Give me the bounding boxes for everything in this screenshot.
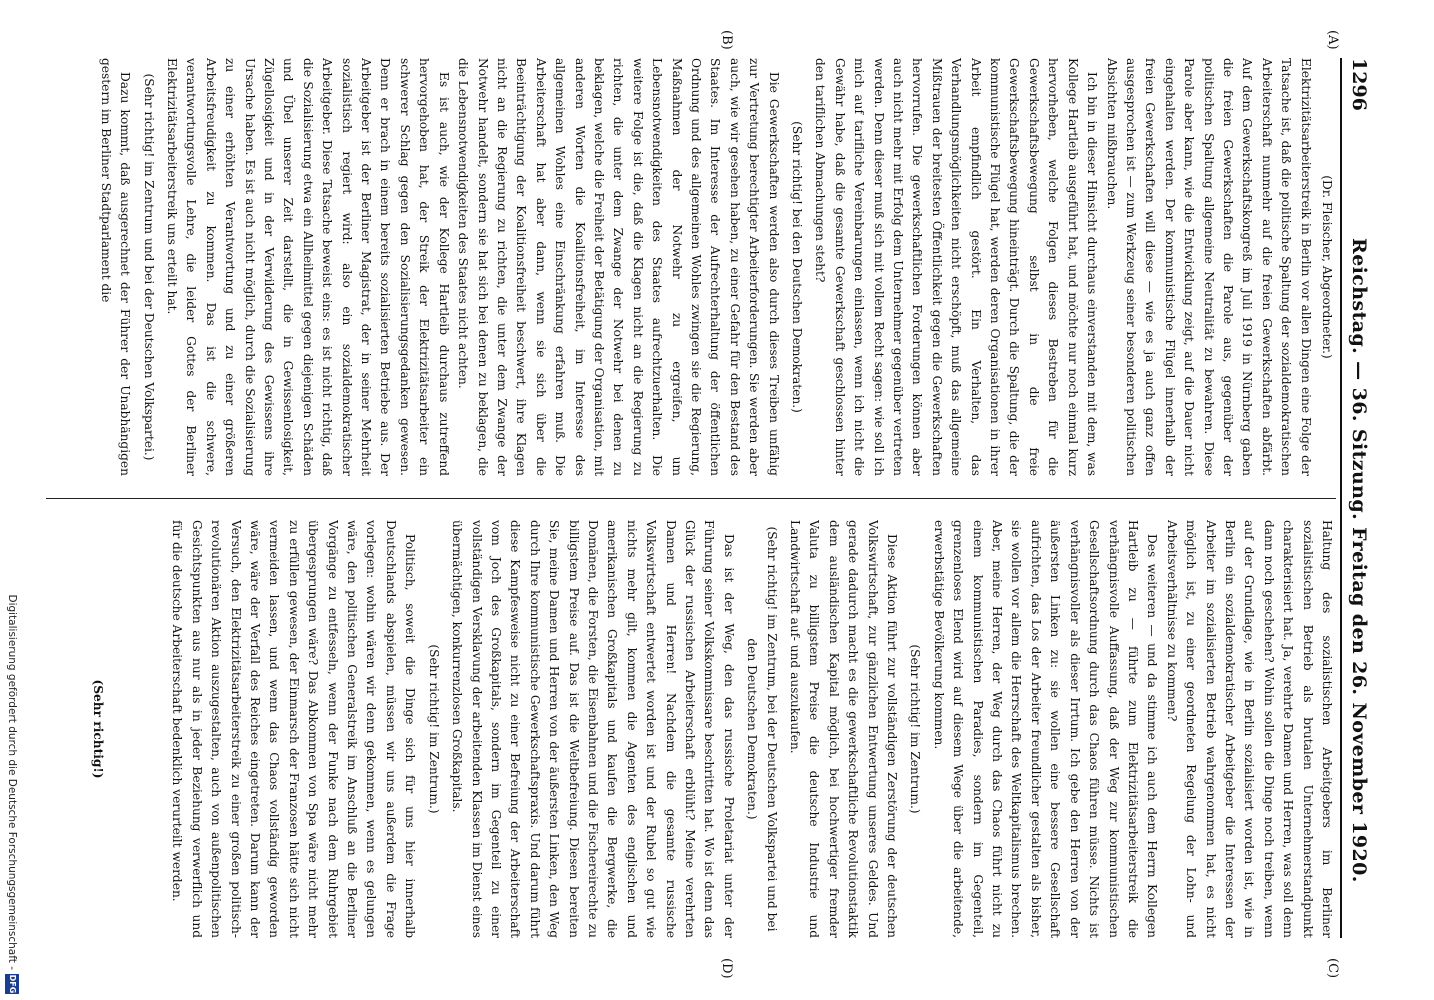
interjection: (Sehr richtig! im Zentrum, bei der Deutschen Volkspartei und bei den Deutschen Demokraten.) [745,526,779,932]
footer-credit: Digitalisierung gefördert durch die Deutsche Forschungsgemeinschaft - [6,594,18,970]
interjection: (Sehr richtig! im Zentrum.) [426,644,441,814]
column-divider [46,498,1336,499]
page-title: Reichstag. — 36. Sitzung. Freitag den 26. November 1920. [1348,238,1370,883]
paragraph: Ich bin in dieser Hinsicht durchaus einverstanden mit dem, was Kollege Hartleib ausgeführt hat, und möchte nur noch einmal kurz hervorheben, welche Folgen dieses Bestreben für die Gewerkschaftsbewegung selbst in die freie Gewerkschaftsbewegung hineinträgt. Durch die Spaltung, die der kommunistische Flügel hat, werden deren Organisationen in ihrer Arbeit empfindlich gestört. Ein Verhalten, das Verhandlungsmöglichkeiten nicht erschöpft, muß das allgemeine Mißtrauen der breitesten Öffentlichkeit gegen die Gewerkschaften hervorrufen. Die gewerkschaftlichen Forderungen können aber auch nicht mehr mit Erfolg dem Unternehmer gegenüber vertreten werden. Denn dieser muß sich mit vollem Recht sagen: wie soll ich mich auf tarifliche Vereinbarungen einlassen, wenn ich nicht die Gewähr habe, daß die gesamte Gewerkschaft geschlossen hinter den tariflichen Abmachungen steht? [813,58,1100,476]
paragraph: Politisch, soweit die Dinge sich für uns hier innerhalb Deutschlands abspielen, müssen wir uns außerdem die Frage vorlegen: wohin wären wir denn gekommen, wenn es gelungen wäre, den politischen Generalstreik im Anschluß an die Berliner Vorgänge zu entfesseln, wenn der Funke nach dem Ruhrgebiet übergesprungen wäre? Das Abkommen von Spa wäre nicht mehr zu erfüllen gewesen, der Einmarsch der Franzosen hätte sich nicht vermeiden lassen, und wenn das Chaos vollständig geworden wäre, wäre der Verfall des Reiches eingetreten. Darum kann der Versuch, den Elektrizitätsarbeiterstreik zu einer großen politisch-revolutionären Aktion auszugestalten, auch von außenpolitischen Gesichtspunkten aus nur als in jeder Beziehung verwerflich und für die deutsche Arbeiterschaft bedenklich verurteilt werden. [170,520,418,938]
margin-marker-d: (D) [719,958,734,979]
left-column [46,58,1336,476]
speaker-name: (Dr. Fleischer, Abgeordneter.) [1320,175,1334,359]
paragraph: Die Gewerkschaften werden also durch dieses Treiben unfähig zur Vertretung berechtigter Arbeiterforderungen. Sie werden aber auch, wie wir gesehen haben, zu einer Gefahr für den Bestand des Staates. Im Interesse der Aufrechterhaltung der öffentlichen Ordnung und des allgemeinen Wohles zwingen sie die Regierung, Maßnahmen der Notwehr zu ergreifen, um Lebensnotwendigkeiten des Staates aufrechtzuerhalten. Die weitere Folge ist die, daß die Klagen nicht an die Regierung zu richten, die unter dem Zwange der Notwehr bei denen zu beklagen, welche die Freiheit der Betätigung der Organisation, mit anderen Worten die Koalitionsfreiheit, im Interesse des allgemeinen Wohles eine Einschränkung erfahren muß. Die Arbeiterschaft hat aber dann, wenn sie sich über die Beeinträchtigung der Koalitionsfreiheit beschwert, ihre Klagen nicht an die Regierung zu richten, die unter dem Zwange der Notwehr handelt, sondern sie hat sich bei denen zu beklagen, die die Lebensnotwendigkeiten des Staates nicht achten. [456,58,781,476]
paragraph: Es ist auch, wie der Kollege Hartleib durchaus zutreffend hervorgehoben hat, der Streik der Elektrizitätsarbeiter ein schwerer Schlag gegen den Sozialisierungsgedanken gewesen. Denn er brach in einem bereits sozialisierten Betriebe aus. Der Arbeitgeber ist der Berliner Magistrat, der in seiner Mehrheit sozialistisch regiert wird: also ein sozialdemokratischer Arbeitgeber. Diese Tatsache beweist eins: es ist nicht richtig, daß die Sozialisierung etwa ein Allheilmittel gegen diejenigen Schäden und Übel unserer Zeit darstellt, die in Gewissenlosigkeit, Zügellosigkeit und in der Verwilderung des Gewissens ihre Ursache haben. Es ist auch nicht möglich, durch die Sozialisierung zu einer erhöhten Verantwortung und zu einer größeren Arbeitsfreudigkeit zu kommen. Das ist die schwere, verantwortungsvolle Lehre, die leider Gottes der Berliner Elektrizitätsarbeiterstreik uns erteilt hat. [165,58,451,476]
interjection: (Sehr richtig! im Zentrum.) [908,644,923,814]
paragraph: Diese Aktion führt zur vollständigen Zerstörung der deutschen Volkswirtschaft, zur gänzlichen Entwertung unseres Geldes. Und gerade dadurch macht es die gewerkschaftliche Revolutionstaktik dem ausländischen Kapital möglich, bei hochwertiger fremder Valuta zu billigstem Preise die deutsche Industrie und Landwirtschaft auf- und auszukaufen. [788,520,900,938]
paragraph: Das ist der Weg, den das russische Proletariat unter der Führung seiner Volkskommissare beschritten hat. Wo ist denn das Glück der russischen Arbeiterschaft erblüht? Meine verehrten Damen und Herren! Nachdem die gesamte russische Volkswirtschaft entwertet worden ist und der Rubel so gut wie nichts mehr gilt, kommen die Agenten des englischen und amerikanischen Großkapitals und kaufen die Bergwerke, die Domänen, die Forsten, die Eisenbahnen und die Fischereirechte zu billigstem Preise auf. Das ist die Weltbefreiung. Diesen bereiten Sie, meine Damen und Herren von der äußersten Linken, den Weg durch Ihre kommunistische Gewerkschaftspraxis. Und darum führt diese Kampfesweise nicht zu einer Befreiung der Arbeiterschaft vom Joch des Großkapitals, sondern im Gegenteil zu einer vollständigen Versklavung der arbeitenden Klassen im Dienst eines übermächtigen, konkurrenzlosen Großkapitals. [450,520,736,938]
interjection: (Sehr richtig! bei den Deutschen Demokraten.) [790,121,805,413]
closing-interjection: (Sehr richtig!) [91,679,106,779]
paragraph: Elektrizitätsarbeiterstreik in Berlin vor allen Dingen eine Folge der Tatsache ist, daß die politische Spaltung der sozialdemokratischen Arbeiterschaft nunmehr auf die freien Gewerkschaften abfärbt. Auf dem Gewerkschaftskongreß im Juli 1919 in Nürnberg gaben die freien Gewerkschaften die Parole aus, gegenüber der politischen Spaltung allgemeine Neutralität zu bewahren. Diese Parole aber kann, wie die Entwicklung zeigt, auf die Dauer nicht eingehalten werden. Der kommunistische Flügel innerhalb der freien Gewerkschaften will diese — wie es ja auch ganz offen ausgesprochen ist — zum Werkzeug seiner besonderen politischen Absichten mißbrauchen. [1104,58,1313,476]
right-column [46,520,1336,938]
paragraph: Dazu kommt, daß ausgerechnet der Führer der Unabhängigen gestern im Berliner Stadtparlament die [98,58,133,476]
page-header [1340,58,1372,938]
dfg-logo: DFG [5,974,19,994]
digitization-footer [0,0,22,1000]
paragraph: Des weiteren — und da stimme ich auch dem Herrn Kollegen Hartleib zu — führte zum Elektrizitätsarbeiterstreik die verhängnisvolle Auffassung, daß der Weg zur kommunistischen Gesellschaftsordnung durch das Chaos führen müsse. Nichts ist verhängnisvoller als dieser Irrtum. Ich gebe den Herren von der äußersten Linken zu: sie wollen eine bessere Gesellschaft aufrichten, das Los der Arbeiter freundlicher gestalten als bisher, sie wollen vor allem die Herrschaft des Weltkapitalismus brechen. Aber, meine Herren, der Weg durch das Chaos führt nicht zu einem kommunistischen Paradies, sondern im Gegenteil, grenzenloses Elend wird auf diesem Wege über die arbeitende, erwerbstätige Bevölkerung kommen. [931,520,1160,938]
interjection: (Sehr richtig! im Zentrum und bei der Deutschen Volkspartei.) [141,73,156,461]
margin-marker-b: (B) [719,30,734,50]
page-number: 1296 [1348,58,1370,111]
paragraph: Haltung des sozialistischen Arbeitgebers im Berliner sozialistischen Betrieb als brutalen Unternehmerstandpunkt charakterisiert hat. Ja, verehrte Damen und Herren, was soll denn dann noch geschehen? Wohin sollen die Dinge noch treiben, wenn auf der Grundlage, wie in Berlin sozialisiert worden ist, wie in Berlin ein sozialdemokratischer Arbeitgeber die Interessen der Arbeiter im sozialisierten Betrieb wahrgenommen hat, es nicht möglich ist, zu einer geordneten Regelung der Lohn- und Arbeitsverhältnisse zu kommen? [1164,520,1334,938]
margin-marker-a: (A) [1325,30,1340,50]
margin-marker-c: (C) [1325,958,1340,979]
